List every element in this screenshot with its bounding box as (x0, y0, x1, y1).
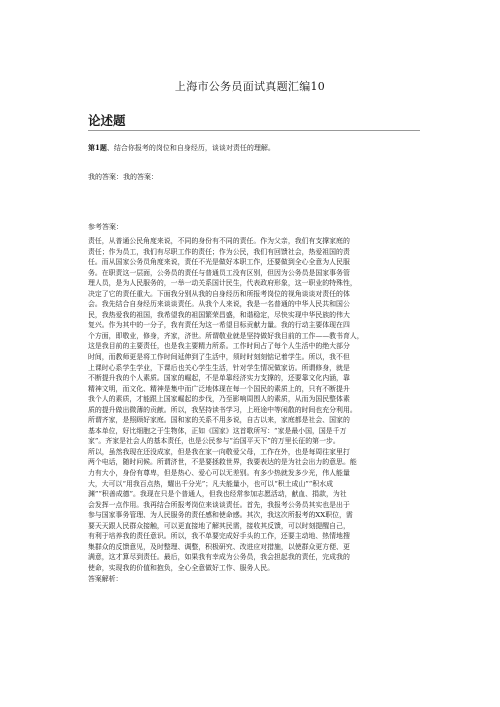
answer-line: 复兴。作为其中的一分子，我有责任为这一希望目标贡献力量。我的行动主要体现在四 (88, 321, 350, 330)
question-line (88, 143, 275, 153)
answer-line: 不断提升我的个人素质。国家的崛起，不是单靠经济实力支撑的，还要靠文化内涵，靠 (88, 374, 350, 383)
answer-line: 两个电话，随时问候。所谓济世，不是要拯救世界，我要表达的是为社会出力的意思。能 (88, 458, 357, 467)
answer-line: 集群众的反馈意见，及时整理、调整，积极研究、改进应对措施，以使群众更方便、更 (88, 542, 350, 551)
question-text: 、结合你报考的岗位和自身经历，谈谈对责任的理解。 (106, 144, 275, 152)
section-heading: 论述题 (88, 113, 126, 128)
answer-line: 精神文明，而文化、精神是集中而广泛地体现在每一个国民的素质上的，只有不断提升 (88, 384, 350, 393)
answer-line: 会。我先结合自身经历来谈谈责任。从我个人来说，我是一名普通的中华人民共和国公 (88, 300, 350, 309)
question-number: 第1题 (88, 143, 107, 152)
answer-line: 答案解析： (88, 574, 123, 583)
answer-line: 家”。齐家是社会人的基本责任，也是公民参与“治国平天下”的万里长征的第一步。 (88, 437, 340, 446)
answer-line: 上课时心系学生学业，下课后也关心学生生活，针对学生情况做家访。所谓修身，就是 (88, 363, 350, 372)
answer-line: 责任，从普通公民角度来说，不同的身份有不同的责任。作为父亲，我们有支撑家庭的 (88, 237, 350, 245)
document-title: 上海市公务员面试真题汇编10 (174, 80, 326, 93)
answer-line: 任。而从国家公务员角度来说，责任不光是做好本职工作，还要做到全心全意为人民服 (88, 258, 350, 267)
answer-line: 民，我热爱我的祖国，我希望我的祖国繁荣昌盛，和谐稳定，尽快实现中华民族的伟大 (88, 310, 350, 319)
answer-line: 会发挥一点作用。我再结合所报考岗位来谈谈责任。首先，我报考公务员其实也是出于 (88, 500, 350, 509)
answer-line: 时间，而教师更是将工作时间延伸到了生活中，须时时刻刻惦记着学生。所以，我不但 (88, 353, 350, 362)
answer-line: 参与国家事务管理、为人民服务的责任感和使命感。其次，我这次所报考的XX职位，需 (88, 511, 353, 520)
answer-line: 责任；作为员工，我们有尽职工作的责任；作为公民，我们有回馈社会，热爱祖国的责 (88, 247, 350, 256)
answer-line: 力有大小，身份有尊卑，但是热心、爱心可以无差别。有多少热就发多少光，伟人能量 (88, 469, 350, 478)
answer-line: 个方面，即敬业，修身，齐家，济世。所谓敬业就是坚持做好我目前的工作——教书育人， (88, 331, 364, 340)
answer-line: 我个人的素质，才能跟上国家崛起的步伐，乃至影响周围人的素质，从而为国民整体素 (88, 395, 350, 404)
answer-line: 理人员，是为人民服务的，一举一动关系国计民生，代表政府形象，这一职业的特殊性， (88, 279, 357, 288)
answer-line: 质的提升做出微薄的贡献。所以，我坚持读书学习，上班途中等闲散的时间也充分利用。 (88, 405, 357, 414)
answer-line: 这是我目前的主要责任，也是我主要精力所系。工作时间占了每个人生活中的绝大部分 (88, 342, 350, 351)
my-answer-line: 我的答案：我的答案： (88, 173, 158, 181)
answer-line: 渊”“积善成德”。我现在只是个普通人，但我也经常参加志愿活动，献血、捐款，为社 (88, 490, 347, 499)
answer-line: 基本单位，好比细胞之于生物体，正如《国家》这首歌所写：“家是最小国，国是千万 (88, 426, 347, 435)
reference-answer-label: 参考答案： (88, 223, 123, 231)
answer-line: 所谓齐家，是照顾好家庭。国和家的关系不用多说，自古以来，家庭都是社会、国家的 (88, 416, 350, 425)
answer-line: 决定了它的责任重大。下面我分别从我的自身经历和所报考岗位的视角谈谈对责任的体 (88, 289, 350, 298)
answer-line: 满意，这才算尽到责任。最后，如果我有幸成为公务员，我会担起我的责任，完成我的 (88, 553, 350, 562)
answer-line: 要天天跟人民群众接触，可以更直接地了解其民需，接收其反馈，可以时刻提醒自己， (88, 521, 350, 530)
answer-body (88, 236, 420, 584)
answer-line: 有利于培养我的责任意识。所以，我不单要完成好手头的工作，还要主动地、热情地搜 (88, 532, 350, 541)
answer-line: 务。在职责这一层面，公务员的责任与普通员工没有区别，但因为公务员是国家事务管 (88, 268, 350, 277)
answer-line: 大，大可以“用我百点热，耀出千分光”；凡夫能量小，也可以“积土成山”“积水成 (88, 479, 334, 488)
heading-divider (88, 130, 420, 131)
answer-line: 使命，实现我的价值和抱负，全心全意做好工作、服务人民。 (88, 563, 275, 572)
answer-line: 所以，虽然我现在还没成家，但是我在家一向敬爱父母，工作在外，也是每周往家里打 (88, 447, 350, 456)
